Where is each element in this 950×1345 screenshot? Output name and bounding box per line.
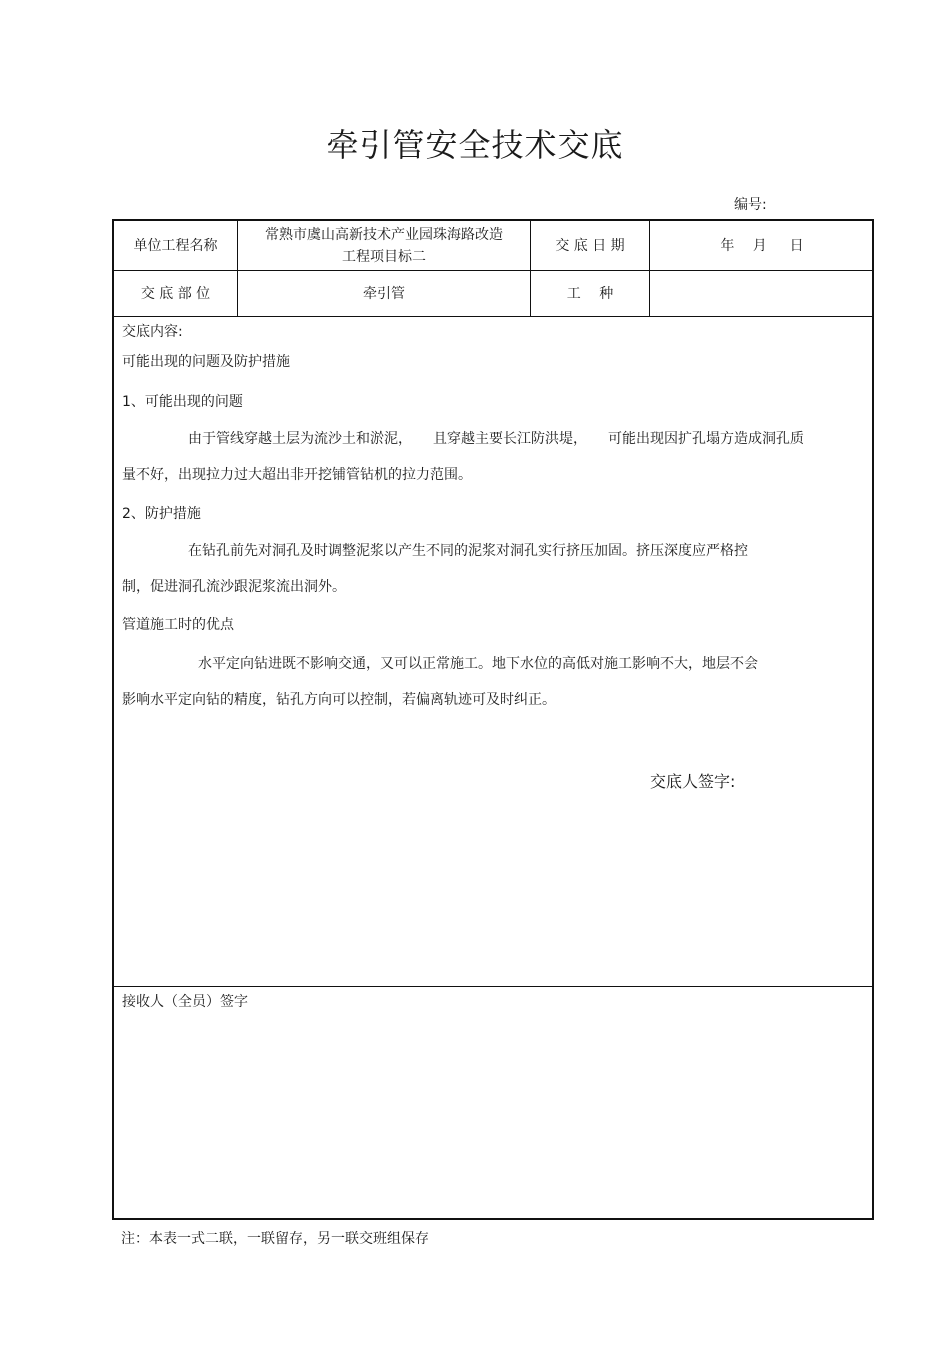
handover-form-table	[112, 219, 874, 1220]
location-value: 牵引管	[363, 285, 405, 302]
project-name-value: 常熟市虞山高新技术产业园珠海路改造工程项目标二	[265, 226, 503, 265]
doc-number-label: 编号:	[734, 197, 767, 213]
content-subheading: 可能出现的问题及防护措施	[122, 354, 290, 370]
section2-paragraph-line1: 在钻孔前先对洞孔及时调整泥浆以产生不同的泥浆对洞孔实行挤压加固。挤压深度应严格控	[188, 543, 748, 559]
section1-paragraph-line2: 量不好，出现拉力过大超出非开挖铺管钻机的拉力范围。	[122, 467, 472, 483]
section2-title: 2、防护措施	[122, 506, 201, 522]
project-name-label: 单位工程名称	[133, 237, 218, 254]
handover-date-label-cell	[531, 221, 649, 270]
footnote: 注：本表一式二联，一联留存，另一联交班组保存	[121, 1231, 429, 1247]
trade-cell	[650, 271, 874, 316]
location-label: 交 底 部 位	[140, 285, 211, 302]
handover-date-cell	[650, 221, 874, 270]
project-name-label-cell	[114, 221, 237, 270]
trade-label: 工 种	[566, 285, 614, 302]
section1-title: 1、可能出现的问题	[122, 394, 243, 410]
location-label-cell	[114, 271, 237, 316]
handover-date-label: 交 底 日 期	[555, 237, 625, 254]
section3-paragraph-line1: 水平定向钻进既不影响交通，又可以正常施工。地下水位的高低对施工影响不大，地层不会	[198, 656, 758, 672]
handover-signature-label: 交底人签字:	[650, 772, 736, 791]
section3-paragraph-line2: 影响水平定向钻的精度，钻孔方向可以控制，若偏离轨迹可及时纠正。	[122, 692, 556, 708]
section1-paragraph-line1: 由于管线穿越土层为流沙土和淤泥， 且穿越主要长江防洪堤， 可能出现因扩孔塌方造成洞孔质	[188, 431, 804, 447]
section2-paragraph-line2: 制，促进洞孔流沙跟泥浆流出洞外。	[122, 579, 346, 595]
project-name-cell	[238, 221, 530, 270]
handover-date-value: 年 月 日	[720, 237, 804, 254]
receiver-signature-label: 接收人（全员）签字	[122, 994, 248, 1010]
section3-title: 管道施工时的优点	[122, 617, 234, 633]
location-cell	[238, 271, 530, 316]
content-heading: 交底内容:	[122, 324, 183, 340]
row-divider	[114, 316, 872, 317]
row-divider	[114, 986, 872, 987]
document-title: 牵引管安全技术交底	[326, 126, 624, 164]
trade-label-cell	[531, 271, 649, 316]
